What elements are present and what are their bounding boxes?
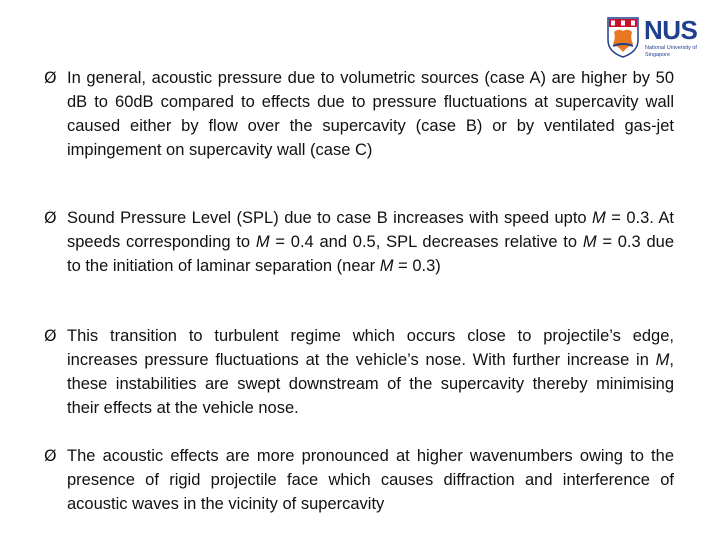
bullet-arrow-icon: Ø	[44, 208, 57, 227]
bullet-item	[44, 444, 674, 516]
nus-logo	[606, 16, 710, 60]
bullet-text: This transition to turbulent regime which occurs close to projectile’s edge, increases pressure fluctuations at the vehicle’s nose. With further increase in M, these instabilities are swept downstream of the supercavity thereby minimising their effects at the vehicle nose.	[67, 327, 674, 417]
logo-subtitle: National University of Singapore	[645, 45, 697, 58]
bullet-arrow-icon: Ø	[44, 326, 57, 345]
bullet-text: In general, acoustic pressure due to volumetric sources (case A) are higher by 50 dB to 60dB compared to effects due to pressure fluctuations at supercavity wall caused either by flow over the supercavity (case B) or by ventilated gas-jet impingement on supercavity wall (case C)	[67, 69, 674, 159]
bullet-item	[44, 324, 674, 420]
bullet-text: The acoustic effects are more pronounced at higher wavenumbers owing to the presence of rigid projectile face which causes diffraction and interference of acoustic waves in the vicinity of supercavity	[67, 447, 674, 513]
bullet-item	[44, 206, 674, 278]
bullet-text: Sound Pressure Level (SPL) due to case B increases with speed upto M = 0.3. At speeds corresponding to M = 0.4 and 0.5, SPL decreases relative to M = 0.3 due to the initiation of laminar separation (near M = 0.3)	[67, 209, 675, 275]
bullet-arrow-icon: Ø	[44, 446, 57, 465]
bullet-item	[44, 66, 674, 162]
nus-crest-icon	[606, 16, 640, 58]
logo-wordmark: NUS	[644, 15, 698, 45]
bullet-arrow-icon: Ø	[44, 68, 57, 87]
